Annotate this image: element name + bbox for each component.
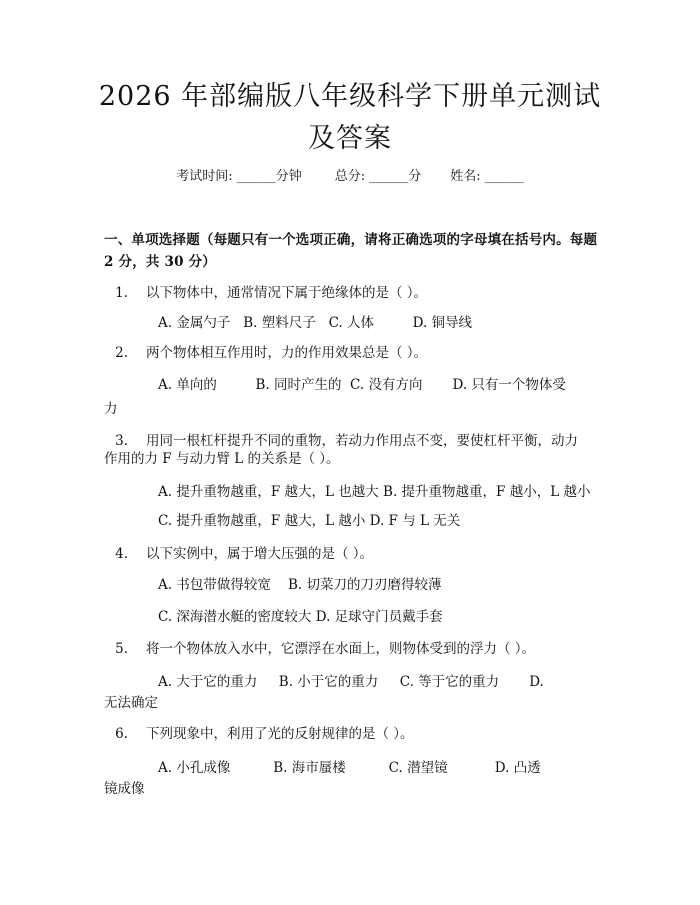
question-6	[104, 720, 600, 748]
question-4-options-row-1: A. 书包带做得较宽 B. 切菜刀的刀刃磨得较薄	[158, 577, 442, 593]
question-text: 用同一根杠杆提升不同的重物，若动力作用点不变，要使杠杆平衡，动力	[146, 433, 578, 449]
question-number: 2.	[115, 345, 128, 361]
question-6-options-continued: 镜成像	[104, 781, 145, 797]
total-score-field: 总分: ______分	[334, 169, 422, 184]
question-3-options-row-1: A. 提升重物越重，F 越大，L 也越大 B. 提升重物越重，F 越小，L 越小	[158, 484, 591, 500]
question-number: 3.	[115, 433, 128, 449]
question-text: 下列现象中，利用了光的反射规律的是（ ）。	[146, 726, 414, 742]
question-5-options: A. 大于它的重力 B. 小于它的重力 C. 等于它的重力 D.	[158, 674, 544, 690]
exam-time-field: 考试时间: ______分钟	[176, 169, 302, 184]
question-4-options-row-2: C. 深海潜水艇的密度较大 D. 足球守门员戴手套	[158, 609, 443, 625]
question-2-options: A. 单向的 B. 同时产生的 C. 没有方向 D. 只有一个物体受	[158, 377, 566, 393]
question-text: 将一个物体放入水中，它漂浮在水面上，则物体受到的浮力（ ）。	[146, 641, 536, 657]
section-heading: 一、单项选择题（每题只有一个选项正确，请将正确选项的字母填在括号内。每题 2 分，共 30 分）	[104, 232, 598, 270]
question-number: 1.	[115, 285, 128, 301]
question-text: 以下实例中，属于增大压强的是（ ）。	[146, 546, 374, 562]
question-2	[104, 339, 600, 367]
question-text: 以下物体中，通常情况下属于绝缘体的是（ ）。	[146, 285, 428, 301]
question-5	[104, 635, 600, 663]
question-1	[104, 279, 600, 307]
question-3-text-continued: 作用的力 F 与动力臂 L 的关系是（ ）。	[104, 451, 340, 467]
question-2-options-continued: 力	[104, 401, 118, 417]
question-4	[104, 540, 600, 568]
question-number: 5.	[115, 641, 128, 657]
exam-info-line	[0, 168, 700, 186]
question-6-options: A. 小孔成像 B. 海市蜃楼 C. 潜望镜 D. 凸透	[158, 760, 541, 776]
question-number: 6.	[115, 726, 128, 742]
question-5-options-continued: 无法确定	[104, 695, 158, 711]
student-name-field: 姓名: ______	[450, 169, 524, 184]
question-number: 4.	[115, 546, 128, 562]
question-text: 两个物体相互作用时，力的作用效果总是（ ）。	[146, 345, 428, 361]
question-1-options: A. 金属勺子 B. 塑料尺子 C. 人体 D. 铜导线	[158, 315, 473, 331]
question-3-options-row-2: C. 提升重物越重，F 越大，L 越小 D. F 与 L 无关	[158, 513, 461, 529]
exam-title: 2026 年部编版八年级科学下册单元测试及答案	[98, 81, 602, 154]
